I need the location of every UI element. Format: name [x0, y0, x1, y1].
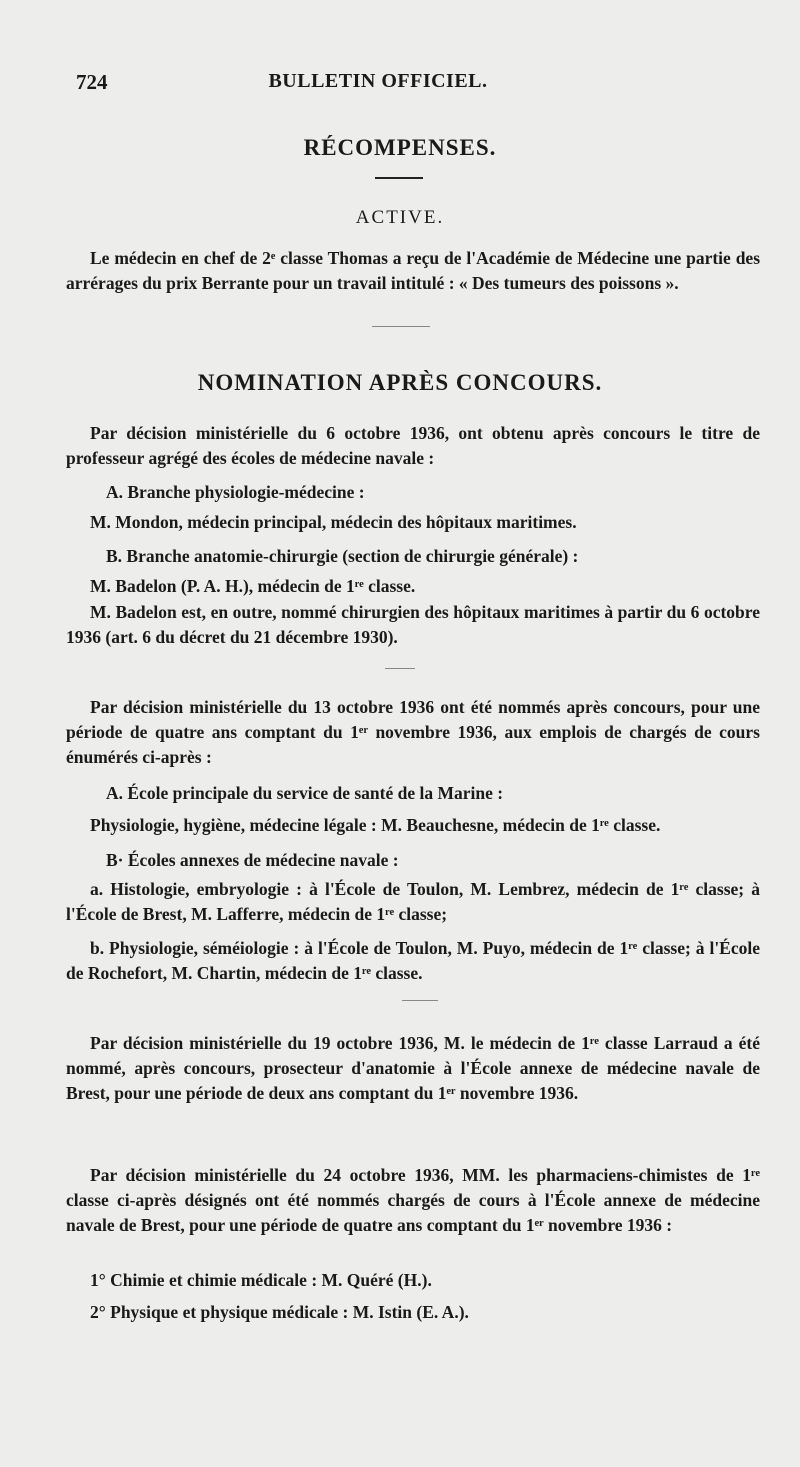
title-rule	[375, 177, 423, 179]
school-b-item-b: b. Physiologie, séméiologie : à l'École de Toulon, M. Puyo, médecin de 1ʳᵉ classe; à l'École de Rochefort, M. Chartin, médecin de 1ʳᵉ classe.	[66, 938, 760, 983]
school-a-line: Physiologie, hygiène, médecine légale : M. Beauchesne, médecin de 1ʳᵉ classe.	[90, 815, 661, 835]
decision-4-item-2: 2° Physique et physique médicale : M. Istin (E. A.).	[90, 1302, 469, 1322]
decision-2-intro: Par décision ministérielle du 13 octobre 1936 ont été nommés après concours, pour une période de quatre ans comptant du 1ᵉʳ novembre 1936, aux emplois de chargés de cours énumérés ci-après :	[66, 697, 760, 767]
divider	[385, 668, 415, 669]
branch-a-heading: A. Branche physiologie-médecine :	[106, 482, 365, 502]
section-title-nomination: NOMINATION APRÈS CONCOURS.	[197, 370, 603, 395]
school-a-heading: A. École principale du service de santé de la Marine :	[106, 783, 504, 803]
branch-b-person: M. Badelon (P. A. H.), médecin de 1ʳᵉ classe.	[90, 576, 416, 596]
decision-4-item-1: 1° Chimie et chimie médicale : M. Quéré (H.).	[90, 1270, 432, 1290]
divider	[402, 1000, 438, 1001]
decision-3: Par décision ministérielle du 19 octobre 1936, M. le médecin de 1ʳᵉ classe Larraud a été nommé, après concours, prosecteur d'anatomie à l'École annexe de médecine navale de Brest, pour une période de deux ans comptant du 1ᵉʳ novembre 1936.	[66, 1033, 760, 1103]
page-header	[76, 70, 760, 100]
decision-4-intro: Par décision ministérielle du 24 octobre 1936, MM. les pharmaciens-chimistes de 1ʳᵉ classe ci-après désignés ont été nommés chargés de cours à l'École annexe de médecine navale de Brest, pour une période de quatre ans comptant du 1ᵉʳ novembre 1936 :	[66, 1165, 760, 1235]
branch-b-note: M. Badelon est, en outre, nommé chirurgien des hôpitaux maritimes à partir du 6 octobre 1936 (art. 6 du décret du 21 décembre 1930).	[66, 602, 760, 647]
section-title-recompenses: RÉCOMPENSES.	[303, 135, 497, 160]
paragraph-recompense: Le médecin en chef de 2ᵉ classe Thomas a reçu de l'Académie de Médecine une partie des arrérages du prix Berrante pour un travail intitulé : « Des tumeurs des poissons ».	[66, 248, 760, 293]
school-b-item-a: a. Histologie, embryologie : à l'École de Toulon, M. Lembrez, médecin de 1ʳᵉ classe; à l'École de Brest, M. Lafferre, médecin de 1ʳᵉ classe;	[66, 879, 760, 924]
page-number: 724	[76, 70, 108, 94]
branch-a-person: M. Mondon, médecin principal, médecin des hôpitaux maritimes.	[90, 512, 577, 532]
section-divider	[372, 326, 430, 327]
branch-b-heading: B. Branche anatomie-chirurgie (section de chirurgie générale) :	[106, 546, 579, 566]
subtitle-active: ACTIVE.	[355, 207, 445, 228]
school-b-heading: B· Écoles annexes de médecine navale :	[106, 850, 399, 870]
running-title: BULLETIN OFFICIEL.	[268, 70, 488, 92]
decision-1-intro: Par décision ministérielle du 6 octobre 1936, ont obtenu après concours le titre de professeur agrégé des écoles de médecine navale :	[66, 423, 760, 468]
